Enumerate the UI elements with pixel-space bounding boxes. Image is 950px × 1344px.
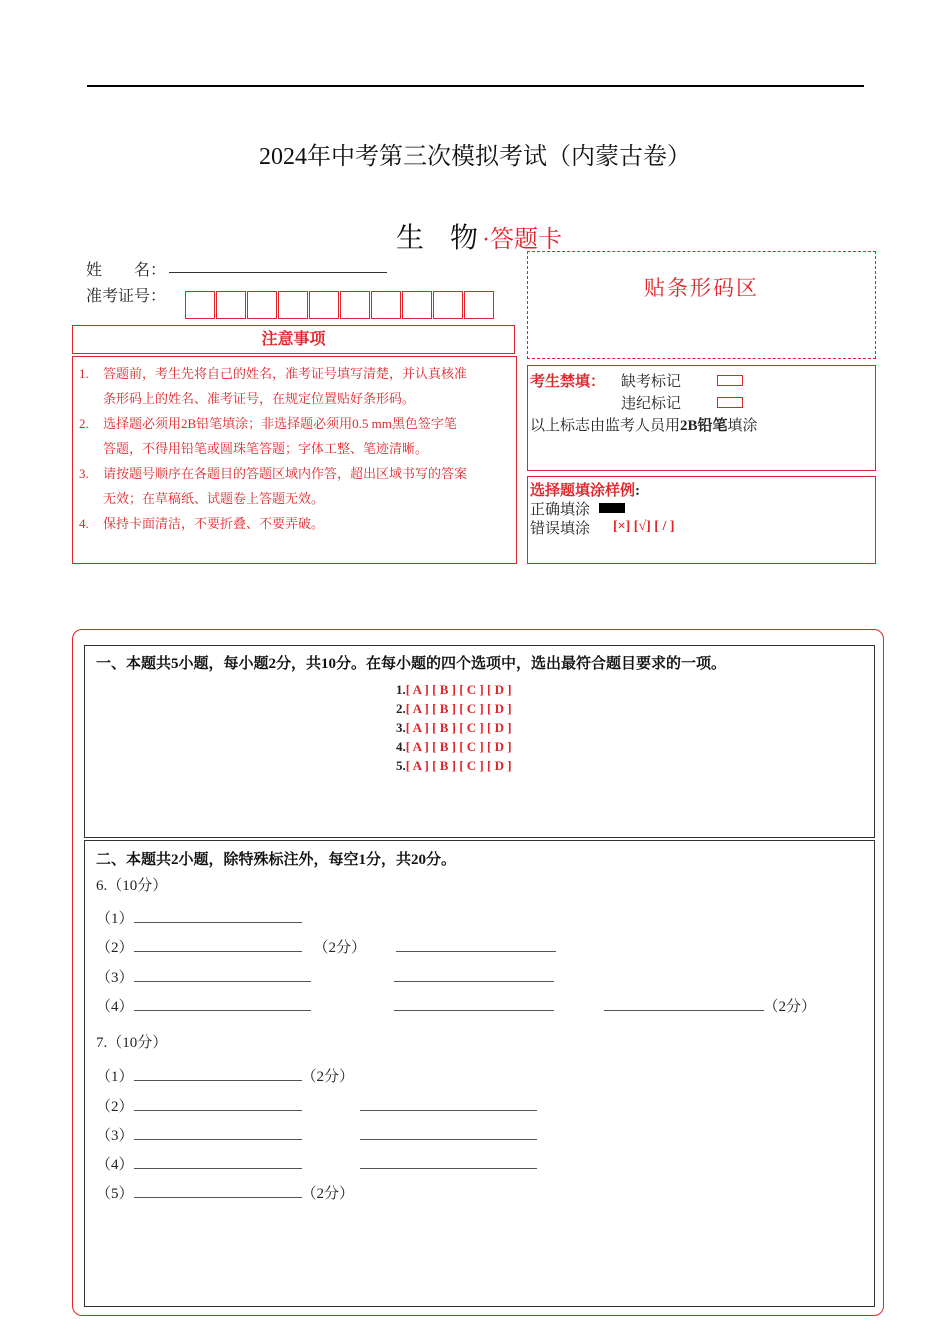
answer-line[interactable] <box>360 1139 537 1140</box>
blank-num: （5） <box>96 1186 134 1202</box>
choice-question <box>396 718 512 737</box>
id-digit-box[interactable] <box>309 291 339 319</box>
barcode-label: 贴条形码区 <box>644 276 759 300</box>
blank-num: （1） <box>96 1069 134 1085</box>
answer-line[interactable] <box>604 1010 764 1011</box>
q6-blank-4 <box>96 995 816 1016</box>
wrong-label: 错误填涂 <box>530 521 591 537</box>
answer-line[interactable] <box>360 1168 537 1169</box>
id-digit-box[interactable] <box>371 291 401 319</box>
correct-fill-mark <box>599 503 625 513</box>
blank-num: （3） <box>96 1128 134 1144</box>
fill-sample-panel <box>527 476 876 564</box>
q6-blank-1 <box>96 907 302 928</box>
blank-num: （2） <box>96 1099 134 1115</box>
q7-blank-3 <box>96 1124 537 1145</box>
choice-options[interactable]: [ A ] [ B ] [ C ] [ D ] <box>405 701 512 716</box>
answer-line[interactable] <box>134 1010 311 1011</box>
answer-line[interactable] <box>134 1197 302 1198</box>
fill-sample-colon: : <box>635 483 641 499</box>
choice-list <box>396 680 512 775</box>
choice-num: 1. <box>396 682 406 697</box>
absent-mark-box[interactable] <box>717 375 743 386</box>
answer-line[interactable] <box>134 1168 302 1169</box>
fill-sample-title: 选择题填涂样例 <box>530 483 636 499</box>
notice-item <box>79 411 510 461</box>
notice-text: 无效；在草稿纸、试题卷上答题无效。 <box>103 491 325 506</box>
top-rule <box>87 85 864 87</box>
section2-title: 二、本题共2小题，除特殊标注外，每空1分，共20分。 <box>96 852 457 868</box>
choice-options[interactable]: [ A ] [ B ] [ C ] [ D ] <box>405 682 512 697</box>
q6-label: 6.（10分） <box>96 878 168 894</box>
notice-num: 3. <box>79 466 89 481</box>
note-suffix: 填涂 <box>727 418 758 434</box>
exam-title: 2024年中考第三次模拟考试（内蒙古卷） <box>259 144 691 170</box>
answer-line[interactable] <box>134 981 311 982</box>
id-digit-box[interactable] <box>340 291 370 319</box>
fill-sample-title-wrap <box>530 479 640 500</box>
id-digit-box[interactable] <box>433 291 463 319</box>
q7-blank-5 <box>96 1182 354 1203</box>
section1-title: 一、本题共5小题，每小题2分，共10分。在每小题的四个选项中，选出最符合题目要求的一项。 <box>96 656 727 672</box>
choice-question <box>396 737 512 756</box>
id-label: 准考证号： <box>86 288 167 305</box>
notice-item <box>79 361 510 411</box>
q7-label: 7.（10分） <box>96 1035 168 1051</box>
choice-num: 5. <box>396 758 406 773</box>
id-digit-box[interactable] <box>247 291 277 319</box>
subject-name: 生 物 <box>396 223 483 254</box>
choice-options[interactable]: [ A ] [ B ] [ C ] [ D ] <box>405 739 512 754</box>
id-digit-box[interactable] <box>402 291 432 319</box>
q6-blank-2 <box>96 936 556 957</box>
id-digit-box[interactable] <box>185 291 215 319</box>
notice-panel <box>72 356 517 564</box>
violation-label: 违纪标记 <box>621 396 682 412</box>
points-note: （2分） <box>313 940 367 956</box>
notice-text: 答题，不得用铅笔或圆珠笔答题；字体工整、笔迹清晰。 <box>103 441 429 456</box>
forbidden-title: 考生禁填： <box>530 374 606 390</box>
section-choice <box>84 645 875 838</box>
answer-line[interactable] <box>134 951 302 952</box>
id-digit-box[interactable] <box>278 291 308 319</box>
blank-num: （2） <box>96 940 134 956</box>
id-number-grid <box>185 291 495 320</box>
absent-label: 缺考标记 <box>621 374 682 390</box>
subject-suffix: ·答题卡 <box>482 227 563 253</box>
answer-line[interactable] <box>396 951 556 952</box>
choice-num: 3. <box>396 720 406 735</box>
choice-question <box>396 756 512 775</box>
notice-text: 保持卡面清洁，不要折叠、不要弄破。 <box>103 516 325 531</box>
id-digit-box[interactable] <box>216 291 246 319</box>
q6-blank-3 <box>96 966 554 987</box>
points-note: （2分） <box>763 999 817 1015</box>
q7-blank-1 <box>96 1065 354 1086</box>
choice-question <box>396 680 512 699</box>
notice-title: 注意事项 <box>72 325 515 354</box>
violation-mark-box[interactable] <box>717 397 743 408</box>
notice-text: 请按题号顺序在各题目的答题区域内作答，超出区域书写的答案 <box>103 466 468 481</box>
notice-item <box>79 461 510 511</box>
blank-num: （4） <box>96 1157 134 1173</box>
notice-num: 2. <box>79 416 89 431</box>
choice-num: 4. <box>396 739 406 754</box>
name-label: 姓 名： <box>86 262 167 279</box>
points-note: （2分） <box>301 1186 355 1202</box>
notice-text: 选择题必须用2B铅笔填涂；非选择题必须用0.5 mm黑色签字笔 <box>103 416 457 431</box>
choice-options[interactable]: [ A ] [ B ] [ C ] [ D ] <box>405 720 512 735</box>
q7-blank-2 <box>96 1095 537 1116</box>
blank-num: （4） <box>96 999 134 1015</box>
notice-num: 4. <box>79 516 89 531</box>
forbidden-note <box>530 414 758 435</box>
subject-title <box>396 216 562 256</box>
name-field[interactable] <box>169 272 387 273</box>
note-bold: 2B铅笔 <box>680 418 728 434</box>
answer-line[interactable] <box>134 1110 302 1111</box>
choice-options[interactable]: [ A ] [ B ] [ C ] [ D ] <box>405 758 512 773</box>
notice-text: 条形码上的姓名、准考证号，在规定位置贴好条形码。 <box>103 391 416 406</box>
q7-blank-4 <box>96 1153 537 1174</box>
answer-line[interactable] <box>134 1139 302 1140</box>
answer-line[interactable] <box>394 981 554 982</box>
choice-num: 2. <box>396 701 406 716</box>
wrong-marks: [×] [√] [ / ] <box>613 519 675 534</box>
correct-label: 正确填涂 <box>530 502 591 518</box>
points-note: （2分） <box>301 1069 355 1085</box>
choice-question <box>396 699 512 718</box>
answer-line[interactable] <box>394 1010 554 1011</box>
forbidden-panel <box>527 365 876 471</box>
notice-item <box>79 511 510 536</box>
barcode-area <box>527 251 876 359</box>
notice-text: 答题前，考生先将自己的姓名，准考证号填写清楚，并认真核准 <box>103 366 468 381</box>
notice-num: 1. <box>79 366 89 381</box>
note-prefix: 以上标志由监考人员用 <box>530 418 681 434</box>
blank-num: （3） <box>96 970 134 986</box>
answer-line[interactable] <box>360 1110 537 1111</box>
answer-line[interactable] <box>134 1080 302 1081</box>
blank-num: （1） <box>96 911 134 927</box>
id-digit-box[interactable] <box>464 291 494 319</box>
section-fill <box>84 840 875 1307</box>
answer-line[interactable] <box>134 922 302 923</box>
